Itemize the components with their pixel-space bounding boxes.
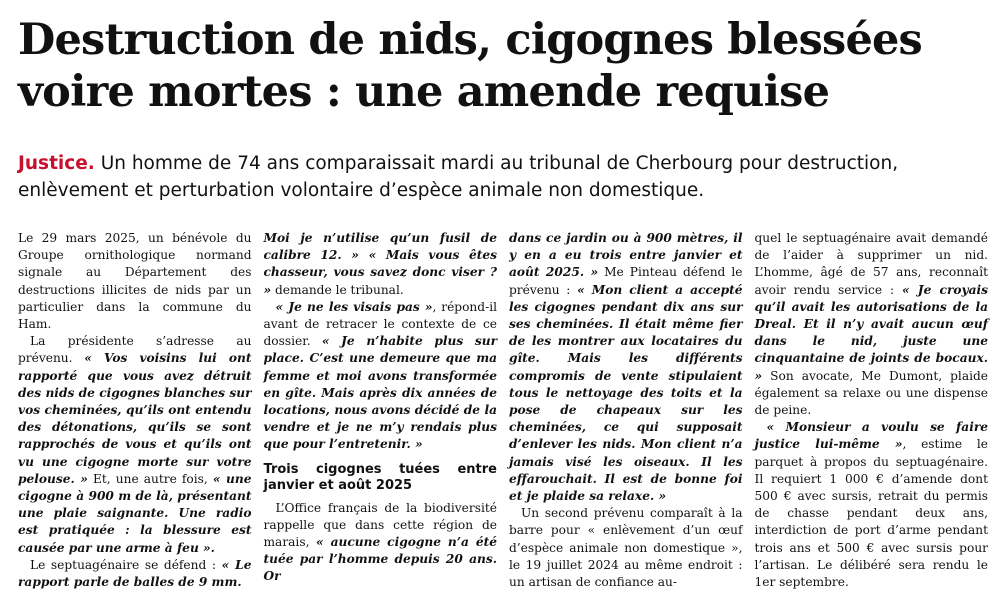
quote: « Monsieur a voulu se faire justice lui-même » <box>754 420 988 452</box>
section-kicker: Justice. <box>18 153 95 174</box>
paragraph <box>264 230 498 299</box>
quote: dans ce jardin ou à 900 mètres, il y en a eu trois entre janvier et août 2025. » <box>509 231 743 280</box>
article-body <box>18 230 988 590</box>
quote: « Je croyais qu’il avait les autorisations de la Dreal. Et il n’y avait aucun œuf dans le nid, juste une cinquantaine de joints de bocaux. » <box>754 282 988 383</box>
text: , estime le parquet à propos du septuagénaire. Il requiert 1 000 € d’amende dont 500 € avec sursis, retrait du permis de chasse pendant deux ans, interdiction de port d’arme pendant trois ans et 500 € avec sursis pour l’artisan. Le délibéré sera rendu le 1er septembre. <box>754 437 988 590</box>
lead-text: Un homme de 74 ans comparaissait mardi au tribunal de Cherbourg pour destruction, enlèvement et perturbation volontaire d’espèce animale non domestique. <box>18 153 899 201</box>
column-4 <box>754 230 989 590</box>
text: Un second prévenu comparaît à la barre pour « enlèvement d’un œuf d’espèce animale non domestique », le 19 juillet 2024 au même endroit : un artisan de confiance au- <box>509 506 743 590</box>
quote: « Le rapport parle de balles de 9 mm. <box>18 557 252 590</box>
text: Le septuagénaire se défend : <box>30 557 216 572</box>
text: quel le septuagénaire avait demandé de l’aider à supprimer un nid. L’homme, âgé de 57 ans, reconnaît avoir rendu service : <box>754 231 988 297</box>
paragraph <box>264 299 498 454</box>
text: , répond-il avant de retracer le contexte de ce dossier. <box>263 299 497 349</box>
paragraph <box>264 500 498 586</box>
quote: « aucune cigogne n’a été tuée par l’homme depuis 20 ans. Or <box>263 535 497 584</box>
text: L’Office français de la biodiversité rappelle que dans cette région de marais, <box>263 500 497 550</box>
text: Son avocate, Me Dumont, plaide également sa relaxe ou une dispense de peine. <box>754 368 988 418</box>
paragraph <box>18 230 252 333</box>
text: Le 29 mars 2025, un bénévole du Groupe ornithologique normand signale au Département des destructions illicites de nids par un particulier dans la commune du Ham. <box>18 231 252 332</box>
paragraph <box>18 557 252 591</box>
paragraph <box>755 419 989 591</box>
quote: « une cigogne à 900 m de là, présentant une plaie saignante. Une radio est pratiquée : la blessure est causée par une arme à feu ». <box>18 471 252 555</box>
column-1 <box>18 230 252 590</box>
lead-paragraph <box>18 150 988 204</box>
quote: « Je ne les visais pas » <box>275 299 433 314</box>
text: demande le tribunal. <box>275 282 404 297</box>
quote: « Je n’habite plus sur place. C’est une demeure que ma femme et moi avons transformée en gîte. Mais après dix années de locations, nous avons décidé de la vendre et je ne m’y rendais plus que pour l’entretenir. » <box>263 334 498 452</box>
quote: Moi je n’utilise qu’un fusil de calibre 12. » « Mais vous êtes chasseur, vous savez donc viser ? » <box>263 231 497 297</box>
paragraph <box>509 230 743 505</box>
quote: « Mon client a accepté les cigognes pendant dix ans sur ses cheminées. Il était même fier de les montrer aux locataires du gîte. Mais les différents compromis de vente stipulaient tous le nettoyage des toits et la pose de chapeaux sur les cheminées, ce qui supposait d’enlever les nids. Mon client n’a jamais visé les oiseaux. Il les effarouchait. Il est de bonne foi et je plaide sa relaxe. » <box>509 282 743 504</box>
paragraph <box>18 333 252 557</box>
column-2 <box>263 230 498 584</box>
quote: « Vos voisins lui ont rapporté que vous avez détruit des nids de cigognes blanches sur vos cheminées, qu’ils ont entendu des détonations, qu’ils se sont rapprochés de vous et qu’ils ont vu une cigogne morte sur votre pelouse. » <box>18 351 252 486</box>
column-3 <box>509 230 743 590</box>
text: Me Pinteau défend le prévenu : <box>509 265 743 297</box>
headline: Destruction de nids, cigognes blessées voire mortes : une amende requise <box>18 15 922 117</box>
subheading: Trois cigognes tuées entre janvier et août 2025 <box>263 461 497 493</box>
text: La présidente s’adresse au prévenu. <box>18 334 252 366</box>
paragraph <box>755 230 989 419</box>
paragraph <box>509 505 743 591</box>
text: Et, une autre fois, <box>92 471 208 486</box>
